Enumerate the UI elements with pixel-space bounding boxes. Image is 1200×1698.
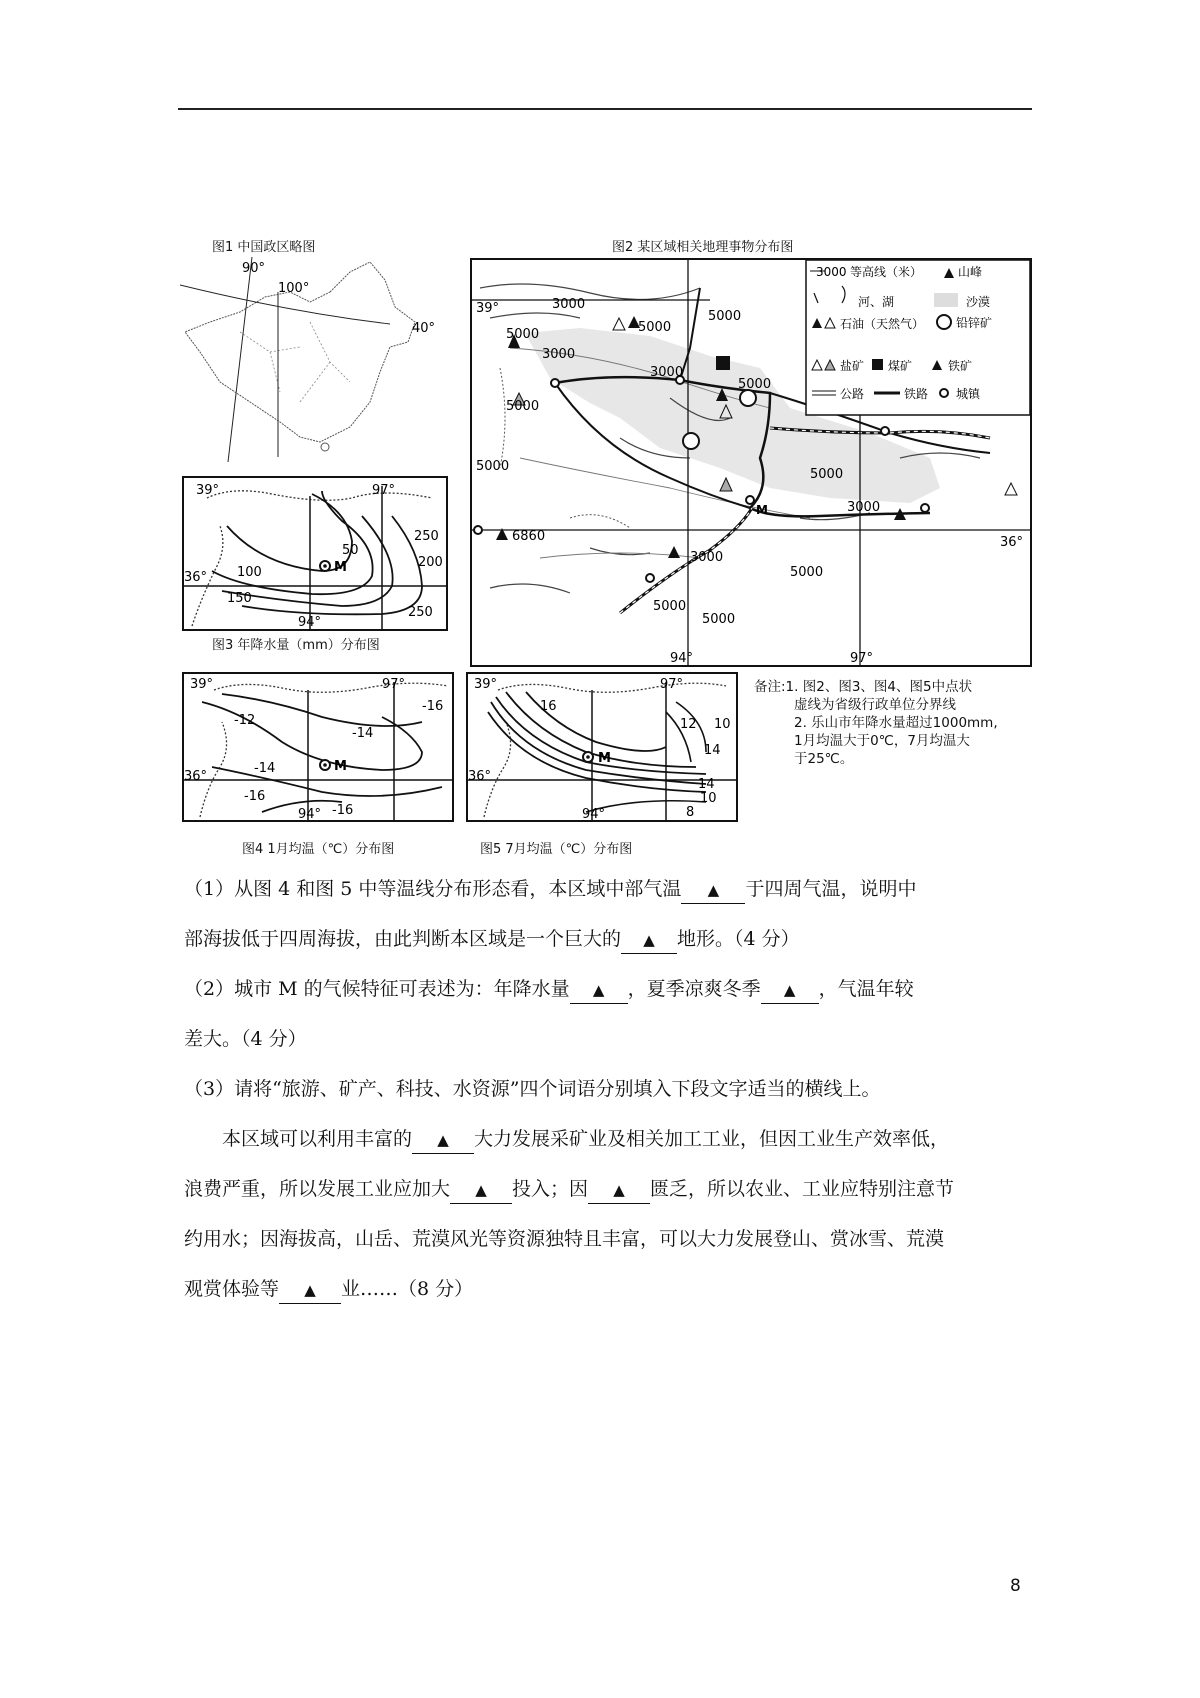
question-3-line1	[222, 1126, 1072, 1154]
fig3-lon97: 97°	[372, 483, 396, 498]
q2-text-b: ，夏季凉爽冬季	[627, 978, 761, 1000]
figure-notes	[754, 678, 998, 768]
fig2-lon97: 97°	[850, 651, 874, 666]
notes-line5: 于25℃。	[794, 751, 854, 767]
legend-coal-icon	[872, 359, 883, 370]
fig4-isoline-label: -12	[234, 713, 256, 728]
legend-town-icon	[940, 389, 948, 397]
fig3-isoline-label: 250	[414, 529, 439, 544]
legend-contour: 等高线（米）	[850, 265, 923, 279]
q2-text-a: （2）城市 M 的气候特征可表述为：年降水量	[184, 978, 570, 1000]
question-3-line4	[184, 1276, 1034, 1304]
q2-blank-2[interactable]: ▲	[761, 977, 819, 1004]
fig5-isoline-label: 10	[714, 717, 731, 732]
fig4-isoline-label: -16	[422, 699, 444, 714]
fig5-lat36: 36°	[468, 769, 492, 784]
fig2-contour-label: 3000	[542, 347, 576, 362]
q3-blank-3[interactable]: ▲	[588, 1177, 650, 1204]
fig4-lon97: 97°	[382, 677, 406, 692]
fig5-lon94: 94°	[582, 807, 606, 822]
notes-line3: 2. 乐山市年降水量超过1000mm,	[794, 715, 998, 731]
legend-desert-icon	[934, 293, 958, 307]
legend-coal: 煤矿	[888, 359, 913, 373]
notes-line4: 1月均温大于0℃，7月均温大	[794, 733, 970, 749]
legend-desert: 沙漠	[966, 295, 991, 309]
page-number: 8	[1010, 1576, 1021, 1596]
notes-prefix: 备注:1.	[754, 679, 799, 695]
fig5-lat39: 39°	[474, 677, 498, 692]
fig2-contour-label: 5000	[738, 377, 772, 392]
fig4-lat36: 36°	[184, 769, 208, 784]
header-rule	[178, 108, 1032, 110]
legend-iron: 铁矿	[948, 359, 973, 373]
q1-blank-2[interactable]: ▲	[621, 927, 677, 954]
q1-blank-1[interactable]: ▲	[681, 877, 745, 904]
fig2-region-map	[470, 258, 1032, 668]
fig4-jan-temp-map	[182, 672, 454, 822]
legend-contour-value: 3000	[816, 265, 847, 279]
q2-text-c: ，气温年较	[818, 978, 914, 1000]
fig3-isoline-label: 250	[408, 605, 433, 620]
fig2-contour-label: 5000	[810, 467, 844, 482]
q2-blank-1[interactable]: ▲	[570, 977, 628, 1004]
fig2-contour-label: 5000	[702, 612, 736, 627]
q1-text-c: 部海拔低于四周海拔，由此判断本区域是一个巨大的	[184, 928, 622, 950]
fig3-isoline-label: 200	[418, 555, 443, 570]
legend-peak: 山峰	[958, 265, 983, 279]
fig5-isoline-label: 10	[700, 791, 717, 806]
legend-town: 城镇	[956, 387, 981, 401]
legend-salt: 盐矿	[840, 359, 865, 373]
question-2-line1	[184, 976, 1034, 1004]
legend-road: 公路	[840, 387, 865, 401]
fig2-city-label: M	[756, 503, 768, 517]
q3-text-p2c: 匮乏，所以农业、工业应特别注意节	[650, 1178, 955, 1200]
fig5-isoline-label: 16	[540, 699, 557, 714]
q3-text-p1a: 本区域可以利用丰富的	[222, 1128, 413, 1150]
fig1-caption: 图1 中国政区略图	[212, 240, 316, 255]
fig1-label-40: 40°	[412, 321, 436, 336]
q3-text-p4b: 业……（8 分）	[341, 1278, 474, 1300]
fig1-china-map	[180, 252, 450, 467]
fig3-city-label: M	[334, 560, 347, 575]
fig2-caption: 图2 某区域相关地理事物分布图	[612, 240, 794, 255]
notes-line2: 虚线为省级行政单位分界线	[794, 697, 956, 713]
question-2-line2: 差大。（4 分）	[184, 1028, 307, 1050]
fig3-lon94: 94°	[298, 615, 322, 630]
fig2-lat39: 39°	[476, 301, 500, 316]
fig4-lon94: 94°	[298, 807, 322, 822]
fig4-isoline-label: -16	[332, 803, 354, 818]
question-3-line2	[184, 1176, 1034, 1204]
fig1-label-100: 100°	[278, 281, 310, 296]
legend-lead-zinc: 铅锌矿	[956, 316, 993, 330]
fig4-isoline-label: -14	[352, 726, 374, 741]
fig3-precip-map	[182, 476, 448, 631]
q3-blank-2[interactable]: ▲	[450, 1177, 512, 1204]
fig2-contour-label: 3000	[690, 550, 724, 565]
q3-text-p4a: 观赏体验等	[184, 1278, 280, 1300]
q3-text-p1b: 大力发展采矿业及相关加工工业，但因工业生产效率低，	[474, 1128, 950, 1150]
fig5-isoline-label: 8	[686, 805, 695, 820]
question-1-line2	[184, 926, 1034, 954]
question-3-prompt: （3）请将“旅游、矿产、科技、水资源”四个词语分别填入下段文字适当的横线上。	[184, 1078, 881, 1100]
fig2-contour-label: 3000	[650, 365, 684, 380]
fig1-label-90: 90°	[242, 261, 266, 276]
fig4-isoline-label: -16	[244, 789, 266, 804]
fig5-caption: 图5 7月均温（℃）分布图	[480, 842, 633, 857]
legend-lead-zinc-icon	[937, 315, 951, 329]
fig3-isoline-label: 150	[227, 591, 252, 606]
fig3-lat36: 36°	[184, 570, 208, 585]
fig3-isoline-label: 50	[342, 543, 359, 558]
q3-text-p2a: 浪费严重，所以发展工业应加大	[184, 1178, 451, 1200]
fig5-isoline-label: 14	[704, 743, 721, 758]
fig3-lat39: 39°	[196, 483, 220, 498]
q3-text-p2b: 投入；因	[512, 1178, 589, 1200]
fig3-caption: 图3 年降水量（mm）分布图	[212, 638, 380, 653]
fig2-contour-label: 5000	[708, 309, 742, 324]
fig2-contour-label: 5000	[790, 565, 824, 580]
question-3-line3: 约用水；因海拔高，山岳、荒漠风光等资源独特且丰富，可以大力发展登山、赏冰雪、荒漠	[184, 1228, 945, 1250]
q1-text-d: 地形。（4 分）	[677, 928, 800, 950]
legend-rail: 铁路	[904, 387, 929, 401]
fig2-contour-label: 5000	[506, 399, 540, 414]
q1-text-b: 于四周气温，说明中	[745, 878, 917, 900]
q3-blank-1[interactable]: ▲	[412, 1127, 474, 1154]
fig2-lat36: 36°	[1000, 535, 1024, 550]
fig5-isoline-label: 14	[698, 777, 715, 792]
legend-river-lake: 河、湖	[858, 295, 895, 309]
legend-oil-gas: 石油（天然气）	[840, 317, 925, 331]
q3-blank-4[interactable]: ▲	[279, 1277, 341, 1304]
fig3-isoline-label: 100	[237, 565, 262, 580]
fig2-contour-label: 5000	[506, 327, 540, 342]
fig5-jul-temp-map	[466, 672, 738, 822]
q1-text-a: （1）从图 4 和图 5 中等温线分布形态看，本区域中部气温	[184, 878, 682, 900]
fig2-contour-label: 5000	[476, 459, 510, 474]
fig2-contour-label: 5000	[653, 599, 687, 614]
fig4-isoline-label: -14	[254, 761, 276, 776]
fig5-lon97: 97°	[660, 677, 684, 692]
notes-line1: 图2、图3、图4、图5中点状	[802, 679, 973, 695]
question-1-line1	[184, 876, 1034, 904]
fig5-isoline-label: 12	[680, 717, 697, 732]
fig2-contour-label: 3000	[847, 500, 881, 515]
fig2-peak-label: 6860	[512, 529, 546, 544]
fig4-caption: 图4 1月均温（℃）分布图	[242, 842, 395, 857]
fig4-lat39: 39°	[190, 677, 214, 692]
fig5-city-label: M	[598, 751, 611, 766]
fig4-city-label: M	[334, 759, 347, 774]
fig2-contour-label: 3000	[552, 297, 586, 312]
fig2-lon94: 94°	[670, 651, 694, 666]
fig2-contour-label: 5000	[638, 320, 672, 335]
